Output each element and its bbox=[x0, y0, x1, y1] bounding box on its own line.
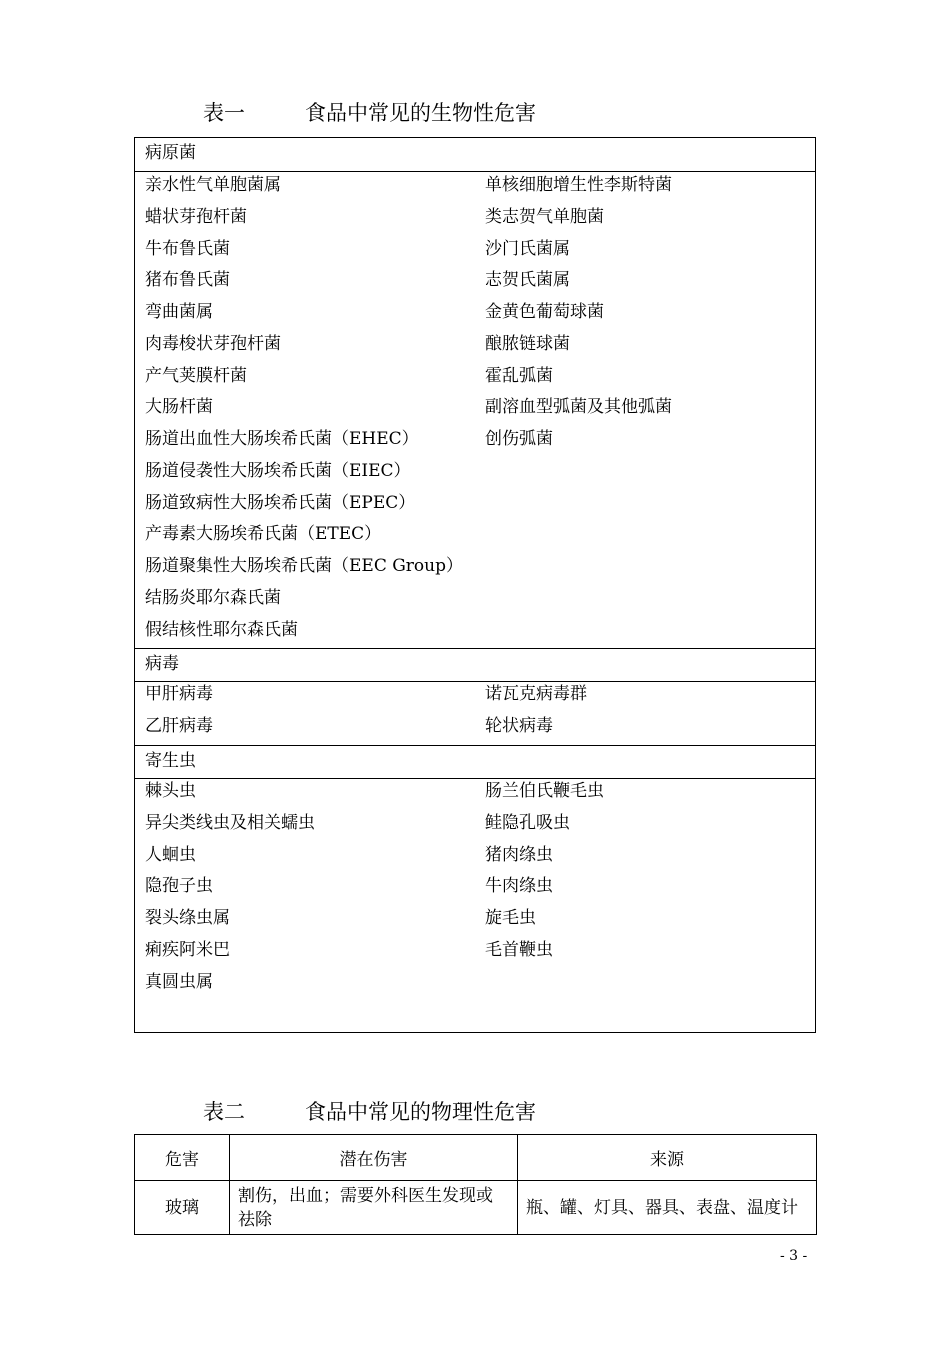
table1-caption-number: 表一 bbox=[203, 101, 245, 125]
list-item: 人蛔虫 bbox=[145, 844, 196, 865]
header-cell-potential-injury: 潜在伤害 bbox=[230, 1135, 518, 1181]
list-item: 异尖类线虫及相关蠕虫 bbox=[145, 812, 315, 833]
section-header-viruses: 病毒 bbox=[135, 648, 815, 682]
list-item: 蜡状芽孢杆菌 bbox=[145, 206, 247, 227]
cell-source: 瓶、罐、灯具、器具、表盘、温度计 bbox=[518, 1181, 817, 1235]
list-item: 牛肉绦虫 bbox=[485, 876, 553, 897]
physical-hazards-table bbox=[134, 1134, 817, 1235]
list-item: 弯曲菌属 bbox=[145, 302, 213, 322]
parasites-left-column bbox=[145, 776, 315, 998]
list-item: 肉毒梭状芽孢杆菌 bbox=[145, 333, 281, 354]
viruses-right-column bbox=[485, 679, 587, 743]
table2-caption-number: 表二 bbox=[203, 1100, 245, 1124]
list-item: 产气荚膜杆菌 bbox=[145, 365, 247, 386]
list-item: 酿脓链球菌 bbox=[485, 333, 570, 354]
list-item: 旋毛虫 bbox=[485, 908, 536, 928]
list-item: 肠道聚集性大肠埃希氏菌（EEC Group） bbox=[145, 556, 464, 576]
list-item: 鲑隐孔吸虫 bbox=[485, 812, 570, 833]
pathogens-right-column bbox=[485, 170, 672, 456]
list-item: 裂头绦虫属 bbox=[145, 908, 230, 928]
page-number: - 3 - bbox=[780, 1248, 808, 1264]
list-item: 诺瓦克病毒群 bbox=[485, 684, 587, 704]
list-item: 肠兰伯氏鞭毛虫 bbox=[485, 781, 604, 801]
list-item: 轮状病毒 bbox=[485, 715, 553, 736]
list-item: 结肠炎耶尔森氏菌 bbox=[145, 587, 281, 608]
list-item: 真圆虫属 bbox=[145, 971, 213, 992]
table2-header-row bbox=[135, 1135, 817, 1181]
header-cell-source: 来源 bbox=[518, 1135, 817, 1181]
biological-hazards-table bbox=[134, 137, 816, 1033]
list-item: 肠道出血性大肠埃希氏菌（EHEC） bbox=[145, 429, 419, 449]
table-row bbox=[135, 1181, 817, 1235]
list-item: 大肠杆菌 bbox=[145, 397, 213, 418]
list-item: 猪布鲁氏菌 bbox=[145, 270, 230, 291]
list-item: 副溶血型弧菌及其他弧菌 bbox=[485, 397, 672, 418]
section-header-parasites: 寄生虫 bbox=[135, 745, 815, 779]
list-item: 志贺氏菌属 bbox=[485, 270, 570, 291]
table2-caption-text: 食品中常见的物理性危害 bbox=[305, 1100, 536, 1124]
list-item: 肠道侵袭性大肠埃希氏菌（EIEC） bbox=[145, 460, 411, 481]
list-item: 痢疾阿米巴 bbox=[145, 939, 230, 960]
cell-hazard: 玻璃 bbox=[135, 1181, 230, 1235]
section-header-pathogens: 病原菌 bbox=[135, 138, 815, 172]
list-item: 猪肉绦虫 bbox=[485, 844, 553, 865]
list-item: 牛布鲁氏菌 bbox=[145, 238, 230, 259]
list-item: 肠道致病性大肠埃希氏菌（EPEC） bbox=[145, 492, 416, 513]
list-item: 棘头虫 bbox=[145, 781, 196, 801]
list-item: 霍乱弧菌 bbox=[485, 365, 553, 386]
list-item: 创伤弧菌 bbox=[485, 429, 553, 449]
list-item: 类志贺气单胞菌 bbox=[485, 206, 604, 227]
list-item: 单核细胞增生性李斯特菌 bbox=[485, 175, 672, 195]
list-item: 假结核性耶尔森氏菌 bbox=[145, 619, 298, 640]
list-item: 隐孢子虫 bbox=[145, 876, 213, 897]
pathogens-left-column bbox=[145, 170, 463, 646]
header-cell-hazard: 危害 bbox=[135, 1135, 230, 1181]
list-item: 甲肝病毒 bbox=[145, 684, 213, 704]
list-item: 乙肝病毒 bbox=[145, 715, 213, 736]
list-item: 金黄色葡萄球菌 bbox=[485, 302, 604, 322]
list-item: 沙门氏菌属 bbox=[485, 238, 570, 259]
viruses-left-column bbox=[145, 679, 213, 743]
list-item: 亲水性气单胞菌属 bbox=[145, 175, 281, 195]
table1-caption-text: 食品中常见的生物性危害 bbox=[305, 101, 536, 125]
list-item: 毛首鞭虫 bbox=[485, 939, 553, 960]
parasites-right-column bbox=[485, 776, 604, 967]
list-item: 产毒素大肠埃希氏菌（ETEC） bbox=[145, 524, 382, 545]
cell-potential-injury: 割伤，出血；需要外科医生发现或祛除 bbox=[230, 1181, 518, 1235]
